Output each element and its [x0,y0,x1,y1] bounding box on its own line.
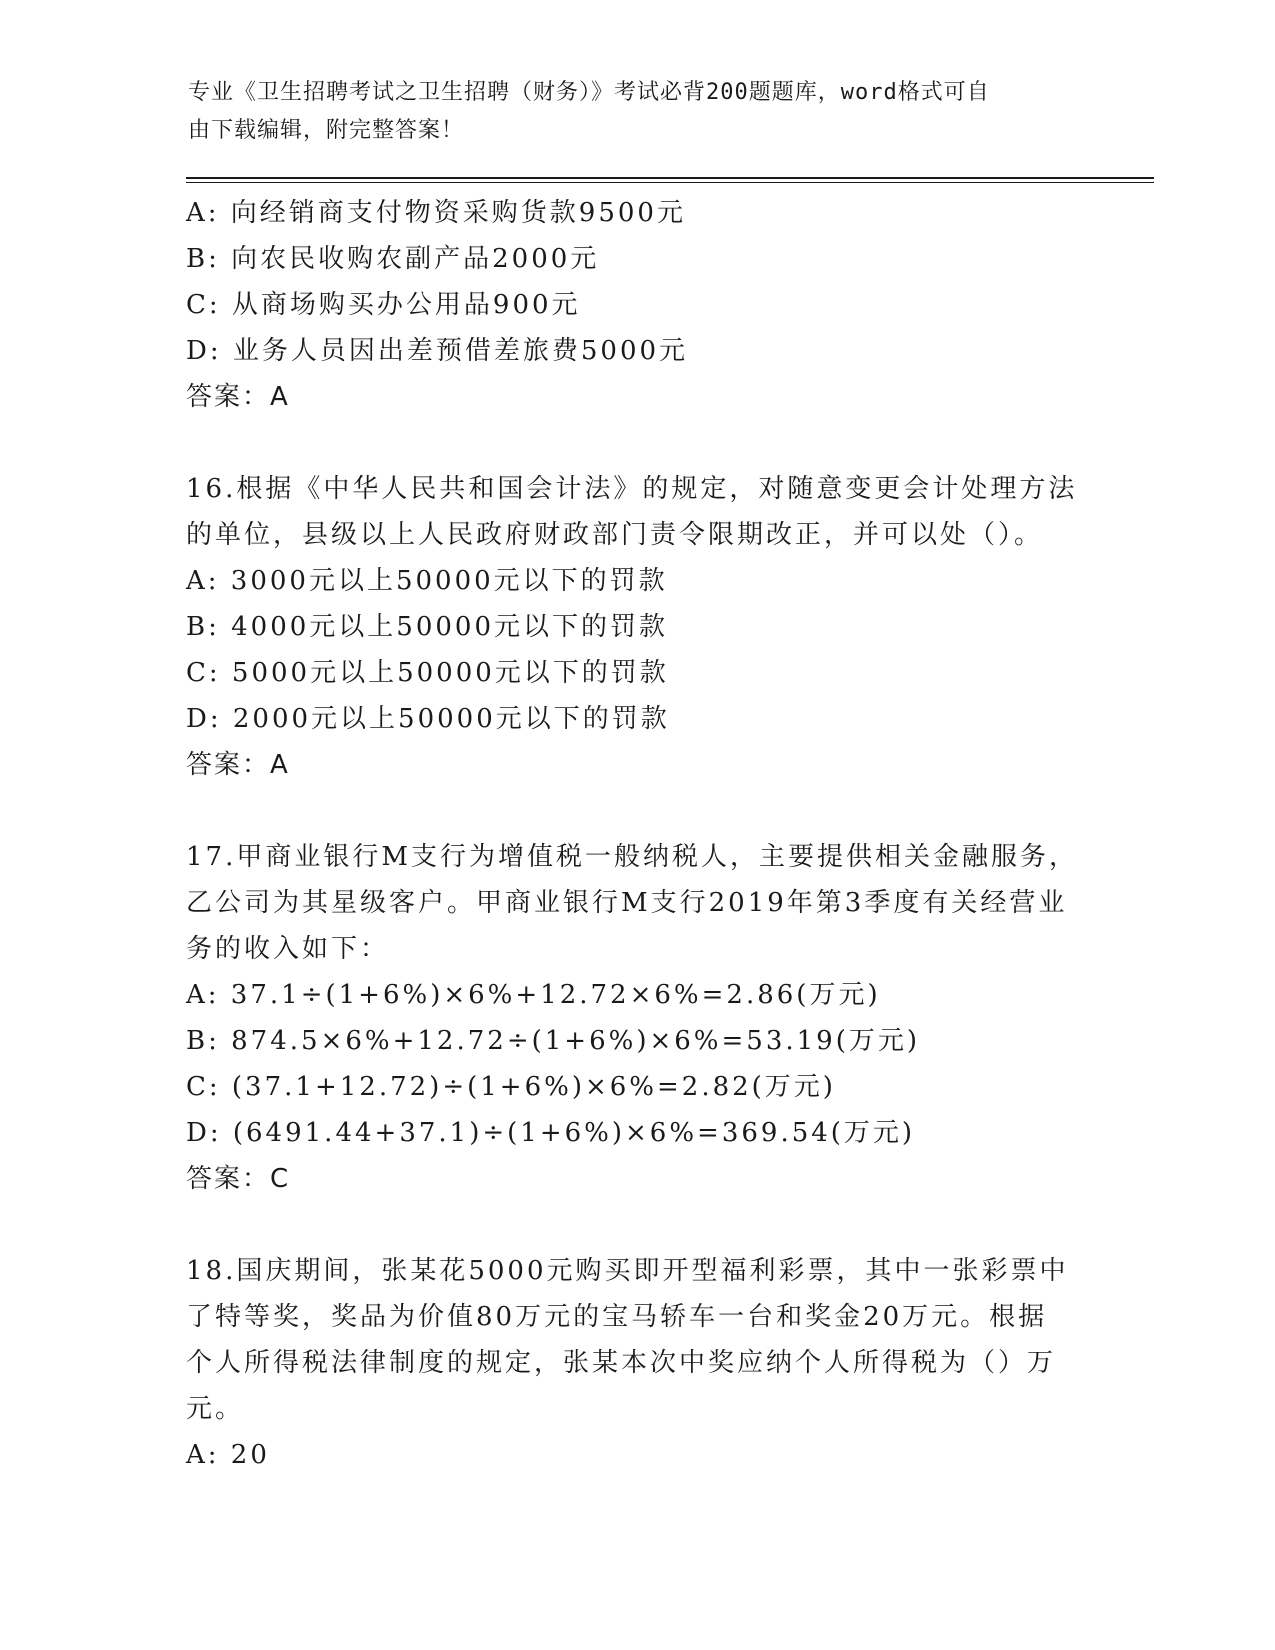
header-divider-thick [186,177,1154,179]
option-c: C: (37.1+12.72)÷(1+6%)×6%=2.82(万元) [186,1072,836,1102]
header-line-2: 由下载编辑，附完整答案！ [188,118,465,143]
answer: 答案：A [186,750,290,780]
option-a: A: 37.1÷(1+6%)×6%+12.72×6%=2.86(万元) [186,980,881,1010]
header-divider-thin [186,182,1154,183]
option-b: B: 874.5×6%+12.72÷(1+6%)×6%=53.19(万元) [186,1026,920,1056]
question-18 [186,1248,1086,1478]
option-a: A: 20 [186,1440,270,1470]
answer: 答案：A [186,382,290,412]
spacer [186,1202,1086,1248]
header-line-1: 专业《卫生招聘考试之卫生招聘（财务）》考试必背200题题库，word格式可自 [188,80,990,105]
question-text-line: 了特等奖，奖品为价值80万元的宝马轿车一台和奖金20万元。根据 [186,1302,1048,1332]
option-a: A: 向经销商支付物资采购货款9500元 [186,198,686,228]
question-16 [186,466,1086,788]
document-header [188,74,1068,150]
option-d: D: (6491.44+37.1)÷(1+6%)×6%=369.54(万元) [186,1118,916,1148]
question-text-line: 17.甲商业银行M支行为增值税一般纳税人，主要提供相关金融服务， [186,842,1078,872]
question-text-line: 18.国庆期间，张某花5000元购买即开型福利彩票，其中一张彩票中 [186,1256,1069,1286]
option-b: B: 4000元以上50000元以下的罚款 [186,612,669,642]
answer: 答案：C [186,1164,291,1194]
spacer [186,788,1086,834]
question-text-line: 务的收入如下： [186,934,390,964]
question-text-line: 个人所得税法律制度的规定，张某本次中奖应纳个人所得税为（）万 [186,1348,1057,1378]
option-d: D: 业务人员因出差预借差旅费5000元 [186,336,689,366]
option-c: C: 5000元以上50000元以下的罚款 [186,658,669,688]
document-body [186,190,1086,1478]
question-text-line: 乙公司为其星级客户。甲商业银行M支行2019年第3季度有关经营业 [186,888,1068,918]
question-text-line: 元。 [186,1394,245,1424]
option-b: B: 向农民收购农副产品2000元 [186,244,600,274]
option-c: C: 从商场购买办公用品900元 [186,290,581,320]
question-text-line: 16.根据《中华人民共和国会计法》的规定，对随意变更会计处理方法 [186,474,1078,504]
question-17 [186,834,1086,1202]
option-d: D: 2000元以上50000元以下的罚款 [186,704,670,734]
question-15 [186,190,1086,420]
question-text-line: 的单位，县级以上人民政府财政部门责令限期改正，并可以处（）。 [186,520,1044,550]
option-a: A: 3000元以上50000元以下的罚款 [186,566,668,596]
spacer [186,420,1086,466]
